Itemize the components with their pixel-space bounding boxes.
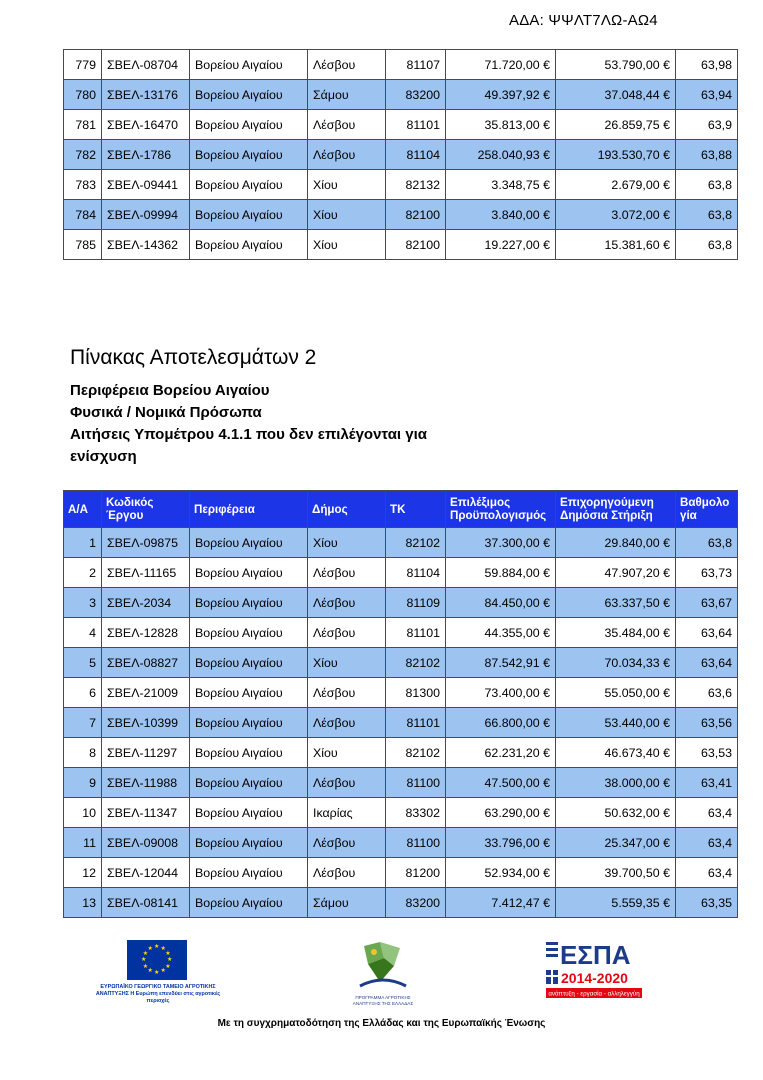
cell-tk: 81101 [386,708,446,738]
cell-aa: 3 [64,588,102,618]
cell-budget: 258.040,93 € [446,140,556,170]
cell-budget: 19.227,00 € [446,230,556,260]
cell-score: 63,98 [676,50,738,80]
cell-score: 63,4 [676,798,738,828]
cell-score: 63,4 [676,828,738,858]
table-row [64,110,738,140]
cell-municipality: Χίου [308,200,386,230]
cell-region: Βορείου Αιγαίου [190,50,308,80]
cell-score: 63,56 [676,708,738,738]
cell-tk: 81100 [386,828,446,858]
cell-code: ΣΒΕΛ-10399 [102,708,190,738]
table-row [64,828,738,858]
cell-support: 70.034,33 € [556,648,676,678]
cell-region: Βορείου Αιγαίου [190,828,308,858]
rural-development-logo-icon [350,938,416,998]
cell-aa: 1 [64,528,102,558]
eu-star-icon: ★ [141,957,147,963]
cell-budget: 66.800,00 € [446,708,556,738]
cell-aa: 782 [64,140,102,170]
cell-support: 2.679,00 € [556,170,676,200]
cell-region: Βορείου Αιγαίου [190,738,308,768]
results-table-continued [63,49,738,260]
cell-code: ΣΒΕΛ-08141 [102,888,190,918]
cell-score: 63,8 [676,200,738,230]
cell-region: Βορείου Αιγαίου [190,648,308,678]
cell-budget: 62.231,20 € [446,738,556,768]
cell-region: Βορείου Αιγαίου [190,618,308,648]
cell-code: ΣΒΕΛ-12828 [102,618,190,648]
cell-budget: 3.840,00 € [446,200,556,230]
cell-municipality: Λέσβου [308,558,386,588]
cell-budget: 35.813,00 € [446,110,556,140]
cell-support: 3.072,00 € [556,200,676,230]
table-row [64,888,738,918]
cell-tk: 82100 [386,200,446,230]
cell-score: 63,8 [676,170,738,200]
cell-aa: 781 [64,110,102,140]
cell-code: ΣΒΕΛ-14362 [102,230,190,260]
cell-support: 55.050,00 € [556,678,676,708]
cell-score: 63,88 [676,140,738,170]
cell-code: ΣΒΕΛ-2034 [102,588,190,618]
table-row [64,80,738,110]
header-support: Επιχορηγούμενη Δημόσια Στήριξη [556,491,676,528]
eu-star-icon: ★ [147,968,153,975]
cell-budget: 71.720,00 € [446,50,556,80]
cell-tk: 83200 [386,888,446,918]
cell-tk: 81104 [386,558,446,588]
cell-support: 35.484,00 € [556,618,676,648]
cell-code: ΣΒΕΛ-09008 [102,828,190,858]
table-header-row [64,491,738,528]
cell-aa: 5 [64,648,102,678]
table-row [64,648,738,678]
table-row [64,230,738,260]
rural-program-caption: ΠΡΟΓΡΑΜΜΑ ΑΓΡΟΤΙΚΗΣ ΑΝΑΠΤΥΞΗΣ ΤΗΣ ΕΛΛΑΔΑΣ [352,995,414,1006]
cell-score: 63,53 [676,738,738,768]
table-row [64,618,738,648]
cell-score: 63,41 [676,768,738,798]
cell-aa: 13 [64,888,102,918]
table-row [64,558,738,588]
cell-aa: 785 [64,230,102,260]
cofunding-note: Με τη συγχρηματοδότηση της Ελλάδας και της Ευρωπαϊκής Ένωσης [217,1018,546,1029]
cell-tk: 81100 [386,768,446,798]
cell-code: ΣΒΕΛ-11165 [102,558,190,588]
cell-region: Βορείου Αιγαίου [190,768,308,798]
table-row [64,528,738,558]
ada-code: ΑΔΑ: ΨΨΛΤ7ΛΩ-ΑΩ4 [509,12,658,29]
header-region: Περιφέρεια [190,491,308,528]
cell-municipality: Σάμου [308,888,386,918]
cell-municipality: Χίου [308,230,386,260]
header-budget: Επιλέξιμος Προϋπολογισμός [446,491,556,528]
cell-score: 63,94 [676,80,738,110]
cell-score: 63,67 [676,588,738,618]
cell-code: ΣΒΕΛ-09875 [102,528,190,558]
eu-star-icon: ★ [154,944,160,950]
cell-municipality: Λέσβου [308,50,386,80]
cell-municipality: Σάμου [308,80,386,110]
results-table-subtitle [70,380,470,468]
cell-support: 38.000,00 € [556,768,676,798]
cell-budget: 59.884,00 € [446,558,556,588]
cell-support: 53.790,00 € [556,50,676,80]
cell-region: Βορείου Αιγαίου [190,170,308,200]
cell-code: ΣΒΕΛ-21009 [102,678,190,708]
cell-budget: 52.934,00 € [446,858,556,888]
table-row [64,50,738,80]
cell-region: Βορείου Αιγαίου [190,558,308,588]
header-tk: ΤΚ [386,491,446,528]
cell-aa: 784 [64,200,102,230]
cell-support: 5.559,35 € [556,888,676,918]
cell-code: ΣΒΕΛ-12044 [102,858,190,888]
funding-logos [0,938,763,1018]
cell-aa: 6 [64,678,102,708]
eu-flag-icon [127,940,187,980]
cell-support: 46.673,40 € [556,738,676,768]
cell-budget: 3.348,75 € [446,170,556,200]
cell-code: ΣΒΕΛ-13176 [102,80,190,110]
cell-score: 63,35 [676,888,738,918]
table-row [64,200,738,230]
cell-budget: 44.355,00 € [446,618,556,648]
cell-municipality: Χίου [308,648,386,678]
cell-tk: 81101 [386,110,446,140]
cell-region: Βορείου Αιγαίου [190,140,308,170]
espa-tagline: ανάπτυξη - εργασία - αλληλεγγύη [548,990,640,998]
cell-support: 53.440,00 € [556,708,676,738]
cell-region: Βορείου Αιγαίου [190,200,308,230]
table-row [64,678,738,708]
header-score: Βαθμολο γία [676,491,738,528]
cell-region: Βορείου Αιγαίου [190,798,308,828]
cell-budget: 73.400,00 € [446,678,556,708]
eu-star-icon: ★ [165,950,171,957]
cell-tk: 82102 [386,648,446,678]
cell-score: 63,8 [676,230,738,260]
cell-municipality: Χίου [308,738,386,768]
subtitle-submeasure: Αιτήσεις Υπομέτρου 4.1.1 που δεν επιλέγονται για ενίσχυση [70,426,427,465]
header-municipality: Δήμος [308,491,386,528]
cell-tk: 81107 [386,50,446,80]
cell-score: 63,64 [676,618,738,648]
cell-aa: 779 [64,50,102,80]
cell-budget: 7.412,47 € [446,888,556,918]
cell-code: ΣΒΕΛ-16470 [102,110,190,140]
cell-municipality: Λέσβου [308,618,386,648]
eu-star-icon: ★ [142,963,149,970]
cell-municipality: Λέσβου [308,678,386,708]
cell-budget: 63.290,00 € [446,798,556,828]
cell-tk: 82132 [386,170,446,200]
cell-region: Βορείου Αιγαίου [190,230,308,260]
cell-budget: 37.300,00 € [446,528,556,558]
cell-region: Βορείου Αιγαίου [190,80,308,110]
eu-star-icon: ★ [167,957,173,963]
cell-aa: 12 [64,858,102,888]
cell-aa: 10 [64,798,102,828]
cell-score: 63,73 [676,558,738,588]
cell-code: ΣΒΕΛ-11297 [102,738,190,768]
cell-score: 63,64 [676,648,738,678]
cell-municipality: Λέσβου [308,708,386,738]
cell-aa: 9 [64,768,102,798]
cell-support: 39.700,50 € [556,858,676,888]
cell-score: 63,8 [676,528,738,558]
eu-star-icon: ★ [160,968,166,975]
espa-years: 2014-2020 [561,970,628,986]
header-aa: Α/Α [64,491,102,528]
subtitle-region: Περιφέρεια Βορείου Αιγαίου [70,382,270,399]
cell-municipality: Ικαρίας [308,798,386,828]
eu-star-icon: ★ [142,950,149,957]
cell-budget: 33.796,00 € [446,828,556,858]
cell-municipality: Λέσβου [308,768,386,798]
cell-aa: 4 [64,618,102,648]
cell-budget: 87.542,91 € [446,648,556,678]
cell-region: Βορείου Αιγαίου [190,708,308,738]
cell-support: 26.859,75 € [556,110,676,140]
cell-aa: 780 [64,80,102,110]
cell-tk: 82102 [386,738,446,768]
eu-star-icon: ★ [147,945,153,952]
cell-region: Βορείου Αιγαίου [190,110,308,140]
cell-tk: 82102 [386,528,446,558]
eu-star-icon: ★ [165,963,171,970]
table-row [64,588,738,618]
table-row [64,858,738,888]
cell-code: ΣΒΕΛ-08827 [102,648,190,678]
cell-tk: 81200 [386,858,446,888]
table-row [64,798,738,828]
table-row [64,768,738,798]
cell-region: Βορείου Αιγαίου [190,858,308,888]
cell-municipality: Χίου [308,528,386,558]
cell-support: 29.840,00 € [556,528,676,558]
cell-budget: 49.397,92 € [446,80,556,110]
cell-code: ΣΒΕΛ-1786 [102,140,190,170]
cell-code: ΣΒΕΛ-09994 [102,200,190,230]
cell-tk: 81101 [386,618,446,648]
cell-tk: 83302 [386,798,446,828]
espa-logo-icon [546,938,646,1004]
cell-region: Βορείου Αιγαίου [190,588,308,618]
cell-code: ΣΒΕΛ-11988 [102,768,190,798]
results-table-title: Πίνακας Αποτελεσμάτων 2 [70,346,317,369]
eu-star-icon: ★ [154,970,160,976]
cell-municipality: Λέσβου [308,588,386,618]
cell-support: 15.381,60 € [556,230,676,260]
cell-support: 63.337,50 € [556,588,676,618]
cell-code: ΣΒΕΛ-08704 [102,50,190,80]
header-code: Κωδικός Έργου [102,491,190,528]
cell-support: 37.048,44 € [556,80,676,110]
cell-code: ΣΒΕΛ-09441 [102,170,190,200]
cell-support: 50.632,00 € [556,798,676,828]
cell-support: 193.530,70 € [556,140,676,170]
cell-tk: 81104 [386,140,446,170]
eu-star-icon: ★ [160,945,166,952]
cell-support: 25.347,00 € [556,828,676,858]
cell-municipality: Λέσβου [308,858,386,888]
subtitle-persons: Φυσικά / Νομικά Πρόσωπα [70,404,262,421]
cell-tk: 82100 [386,230,446,260]
cell-region: Βορείου Αιγαίου [190,888,308,918]
cell-aa: 7 [64,708,102,738]
eu-fund-caption: ΕΥΡΩΠΑΪΚΟ ΓΕΩΡΓΙΚΟ ΤΑΜΕΙΟ ΑΓΡΟΤΙΚΗΣ ΑΝΑΠΤΥΞΗΣ Η Ευρώπη επενδύει στις αγροτικές περιοχές [95,984,221,1004]
cell-aa: 8 [64,738,102,768]
cell-municipality: Χίου [308,170,386,200]
cell-municipality: Λέσβου [308,110,386,140]
cell-tk: 81300 [386,678,446,708]
table-row [64,738,738,768]
cell-tk: 83200 [386,80,446,110]
cell-budget: 47.500,00 € [446,768,556,798]
cell-support: 47.907,20 € [556,558,676,588]
cell-municipality: Λέσβου [308,140,386,170]
cell-code: ΣΒΕΛ-11347 [102,798,190,828]
espa-title: ΕΣΠΑ [560,940,631,970]
results-table-2 [63,490,738,918]
cell-budget: 84.450,00 € [446,588,556,618]
table-row [64,708,738,738]
table-row [64,140,738,170]
cell-score: 63,6 [676,678,738,708]
cell-municipality: Λέσβου [308,828,386,858]
table-row [64,170,738,200]
cell-region: Βορείου Αιγαίου [190,678,308,708]
cell-aa: 783 [64,170,102,200]
cell-aa: 11 [64,828,102,858]
cell-aa: 2 [64,558,102,588]
cell-region: Βορείου Αιγαίου [190,528,308,558]
cell-score: 63,4 [676,858,738,888]
cell-score: 63,9 [676,110,738,140]
cell-tk: 81109 [386,588,446,618]
